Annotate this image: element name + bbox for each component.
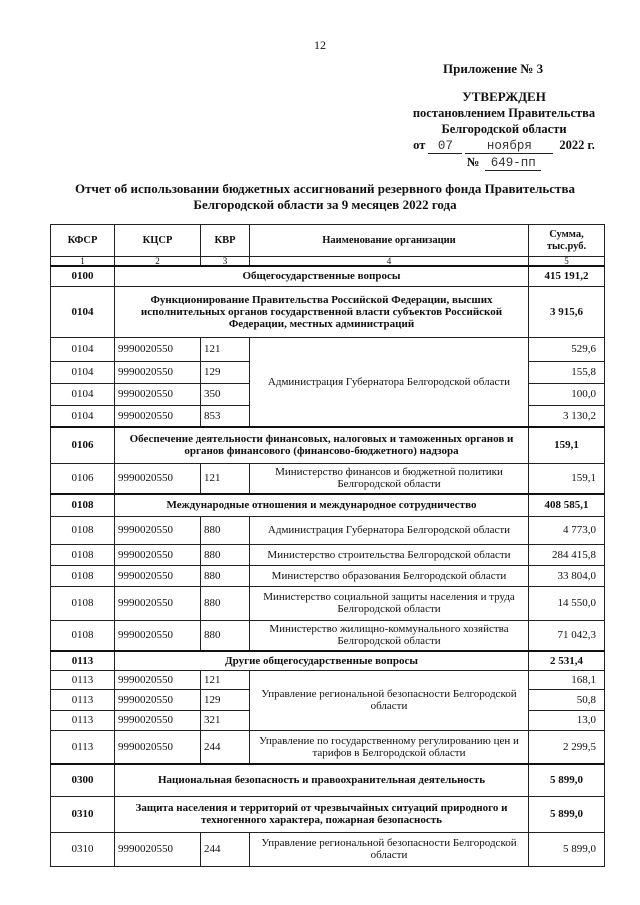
row-kfsr: 0108 [51, 494, 115, 516]
row-kfsr: 0104 [51, 383, 115, 405]
number-value: 649-пп [485, 157, 541, 171]
row-kfsr: 0113 [51, 651, 115, 670]
row-kcsr: 9990020550 [115, 730, 201, 764]
approval-line-1: постановлением Правительства [412, 106, 596, 120]
row-sum: 415 191,2 [529, 266, 605, 286]
row-sum: 3 915,6 [529, 286, 605, 337]
row-kcsr: 9990020550 [115, 670, 201, 689]
row-sum: 33 804,0 [529, 565, 605, 586]
approval-block [405, 89, 603, 171]
table-row [51, 586, 605, 620]
header-sum: Сумма, тыс.руб. [529, 225, 605, 257]
table-row [51, 565, 605, 586]
header-kfsr: КФСР [51, 225, 115, 257]
row-kcsr: 9990020550 [115, 361, 201, 383]
row-name: Министерство образования Белгородской области [250, 565, 529, 586]
row-kcsr: 9990020550 [115, 383, 201, 405]
approval-line-2: Белгородской области [441, 122, 567, 136]
row-name: Управление региональной безопасности Белгородской области [250, 670, 529, 730]
column-index-row [51, 257, 605, 267]
table-row [51, 544, 605, 565]
row-sum: 5 899,0 [529, 832, 605, 866]
row-sum: 159,1 [529, 463, 605, 494]
row-sum: 71 042,3 [529, 620, 605, 651]
row-name: Международные отношения и международное сотрудничество [115, 494, 529, 516]
row-sum: 155,8 [529, 361, 605, 383]
approval-title: УТВЕРЖДЕН [462, 89, 546, 104]
row-kfsr: 0113 [51, 670, 115, 689]
section-row [51, 286, 605, 337]
appendix-label: Приложение № 3 [443, 61, 544, 76]
section-row [51, 494, 605, 516]
row-sum: 2 531,4 [529, 651, 605, 670]
number-prefix: № [466, 155, 480, 169]
row-kcsr: 9990020550 [115, 620, 201, 651]
row-kfsr: 0310 [51, 832, 115, 866]
table-row [51, 620, 605, 651]
row-kcsr: 9990020550 [115, 337, 201, 361]
table-row [51, 670, 605, 689]
row-kvr: 121 [201, 670, 250, 689]
row-name: Администрация Губернатора Белгородской области [250, 516, 529, 544]
date-prefix: от [413, 138, 426, 152]
header-name: Наименование организации [250, 225, 529, 257]
table-row [51, 730, 605, 764]
page-number: 12 [314, 38, 326, 52]
row-name: Министерство жилищно-коммунального хозяйства Белгородской области [250, 620, 529, 651]
row-name: Министерство строительства Белгородской области [250, 544, 529, 565]
row-kfsr: 0106 [51, 427, 115, 463]
row-kvr: 880 [201, 516, 250, 544]
header-kvr: КВР [201, 225, 250, 257]
row-sum: 159,1 [529, 427, 605, 463]
row-kcsr: 9990020550 [115, 586, 201, 620]
row-kcsr: 9990020550 [115, 832, 201, 866]
row-sum: 2 299,5 [529, 730, 605, 764]
document-title-line-1: Отчет об использовании бюджетных ассигнований резервного фонда Правительства [75, 181, 575, 196]
row-kvr: 350 [201, 383, 250, 405]
row-name: Общегосударственные вопросы [115, 266, 529, 286]
section-row [51, 266, 605, 286]
row-kfsr: 0104 [51, 337, 115, 361]
date-year: 2022 г. [559, 138, 595, 152]
row-name: Администрация Губернатора Белгородской области [250, 337, 529, 427]
row-sum: 3 130,2 [529, 405, 605, 427]
row-sum: 14 550,0 [529, 586, 605, 620]
row-kvr: 121 [201, 463, 250, 494]
row-kcsr: 9990020550 [115, 463, 201, 494]
row-kvr: 121 [201, 337, 250, 361]
approval-number [405, 154, 603, 171]
section-row [51, 427, 605, 463]
row-name: Защита населения и территорий от чрезвычайных ситуаций природного и техногенного характера, пожарная безопасность [115, 796, 529, 832]
row-kfsr: 0104 [51, 361, 115, 383]
row-kcsr: 9990020550 [115, 405, 201, 427]
document-title [60, 181, 590, 213]
row-name: Функционирование Правительства Российской Федерации, высших исполнительных органов государственной власти субъектов Российской Федерации, местных администраций [115, 286, 529, 337]
table-header-row [51, 225, 605, 257]
row-sum: 5 899,0 [529, 796, 605, 832]
row-name: Национальная безопасность и правоохранительная деятельность [115, 764, 529, 796]
row-kcsr: 9990020550 [115, 544, 201, 565]
table-row [51, 516, 605, 544]
column-index: 1 [51, 257, 115, 267]
document-title-line-2: Белгородской области за 9 месяцев 2022 года [193, 197, 457, 212]
row-sum: 50,8 [529, 689, 605, 710]
row-sum: 5 899,0 [529, 764, 605, 796]
row-kfsr: 0113 [51, 689, 115, 710]
row-kfsr: 0108 [51, 620, 115, 651]
header-kcsr: КЦСР [115, 225, 201, 257]
row-sum: 408 585,1 [529, 494, 605, 516]
column-index: 5 [529, 257, 605, 267]
approval-date [405, 137, 603, 154]
row-kvr: 880 [201, 586, 250, 620]
row-kvr: 853 [201, 405, 250, 427]
row-kvr: 244 [201, 730, 250, 764]
date-month: ноября [465, 140, 553, 154]
row-kfsr: 0113 [51, 730, 115, 764]
row-kvr: 880 [201, 565, 250, 586]
table-row [51, 337, 605, 361]
row-sum: 284 415,8 [529, 544, 605, 565]
row-kvr: 880 [201, 544, 250, 565]
row-kfsr: 0104 [51, 286, 115, 337]
column-index: 3 [201, 257, 250, 267]
row-sum: 529,6 [529, 337, 605, 361]
date-day: 07 [428, 140, 462, 154]
section-row [51, 764, 605, 796]
row-kfsr: 0108 [51, 586, 115, 620]
budget-report-table [50, 224, 605, 867]
row-kfsr: 0310 [51, 796, 115, 832]
row-kfsr: 0104 [51, 405, 115, 427]
row-kcsr: 9990020550 [115, 516, 201, 544]
row-name: Обеспечение деятельности финансовых, налоговых и таможенных органов и органов финансового (финансово-бюджетного) надзора [115, 427, 529, 463]
row-kcsr: 9990020550 [115, 689, 201, 710]
row-sum: 168,1 [529, 670, 605, 689]
row-name: Управление региональной безопасности Белгородской области [250, 832, 529, 866]
row-kvr: 129 [201, 361, 250, 383]
table-row [51, 463, 605, 494]
row-kvr: 244 [201, 832, 250, 866]
row-name: Министерство социальной защиты населения и труда Белгородской области [250, 586, 529, 620]
row-name: Министерство финансов и бюджетной политики Белгородской области [250, 463, 529, 494]
row-kfsr: 0108 [51, 544, 115, 565]
row-kvr: 129 [201, 689, 250, 710]
row-kvr: 321 [201, 710, 250, 730]
row-kfsr: 0106 [51, 463, 115, 494]
row-kcsr: 9990020550 [115, 565, 201, 586]
row-sum: 100,0 [529, 383, 605, 405]
row-kfsr: 0108 [51, 516, 115, 544]
row-kfsr: 0113 [51, 710, 115, 730]
row-name: Другие общегосударственные вопросы [115, 651, 529, 670]
column-index: 2 [115, 257, 201, 267]
row-kfsr: 0100 [51, 266, 115, 286]
row-kcsr: 9990020550 [115, 710, 201, 730]
row-kfsr: 0108 [51, 565, 115, 586]
row-name: Управление по государственному регулированию цен и тарифов в Белгородской области [250, 730, 529, 764]
section-row [51, 651, 605, 670]
row-kvr: 880 [201, 620, 250, 651]
section-row [51, 796, 605, 832]
row-sum: 13,0 [529, 710, 605, 730]
row-kfsr: 0300 [51, 764, 115, 796]
column-index: 4 [250, 257, 529, 267]
row-sum: 4 773,0 [529, 516, 605, 544]
table-row [51, 832, 605, 866]
